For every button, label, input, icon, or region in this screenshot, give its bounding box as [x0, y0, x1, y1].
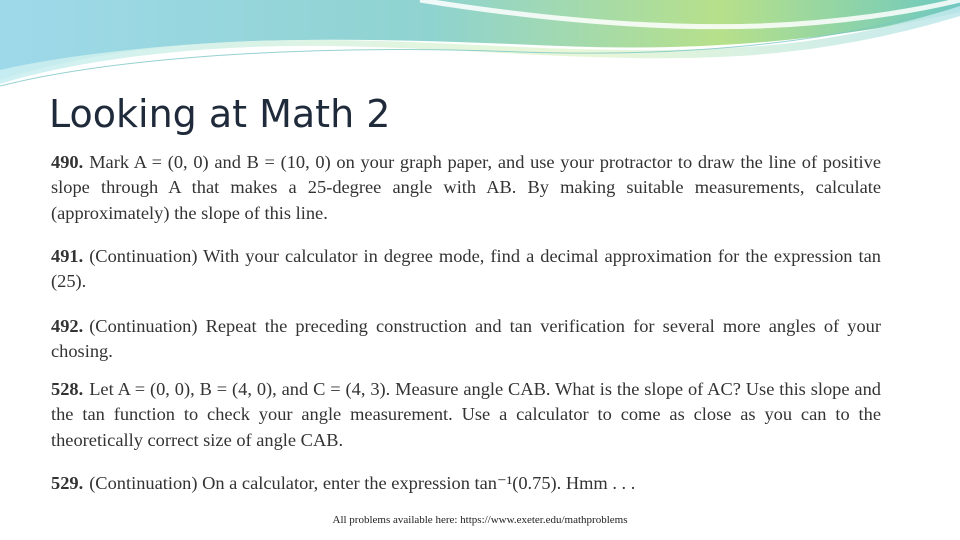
problem-number: 491. — [51, 246, 84, 266]
problem-text: (Continuation) Repeat the preceding construction and tan verification for several more angles of your chosing. — [51, 316, 881, 362]
header-swoosh-decoration — [0, 0, 960, 100]
problem-number: 528. — [51, 379, 84, 399]
slide-title: Looking at Math 2 — [49, 92, 391, 136]
footer-source-note: All problems available here: https://www.exeter.edu/mathproblems — [332, 514, 628, 526]
problem-text: Mark A = (0, 0) and B = (10, 0) on your graph paper, and use your protractor to draw the line of positive slope through A that makes a 25-degree angle with AB. By making suitable measurements, calculate (approximately) the slope of this line. — [51, 152, 881, 223]
problem-number: 529. — [51, 473, 84, 493]
problem-528 — [51, 377, 881, 453]
problem-529 — [51, 471, 881, 496]
problem-text: (Continuation) On a calculator, enter the expression tan⁻¹(0.75). Hmm . . . — [89, 473, 636, 493]
problem-492 — [51, 314, 881, 365]
problem-text: Let A = (0, 0), B = (4, 0), and C = (4, 3). Measure angle CAB. What is the slope of AC? Use this slope and the tan function to check your angle measurement. Use a calculator to come as close as you can to the theoretically correct size of angle CAB. — [51, 379, 881, 450]
problem-text: (Continuation) With your calculator in degree mode, find a decimal approximation for the expression tan (25). — [51, 246, 881, 292]
problem-number: 490. — [51, 152, 84, 172]
problem-number: 492. — [51, 316, 84, 336]
problem-491 — [51, 244, 881, 295]
problem-490 — [51, 150, 881, 226]
